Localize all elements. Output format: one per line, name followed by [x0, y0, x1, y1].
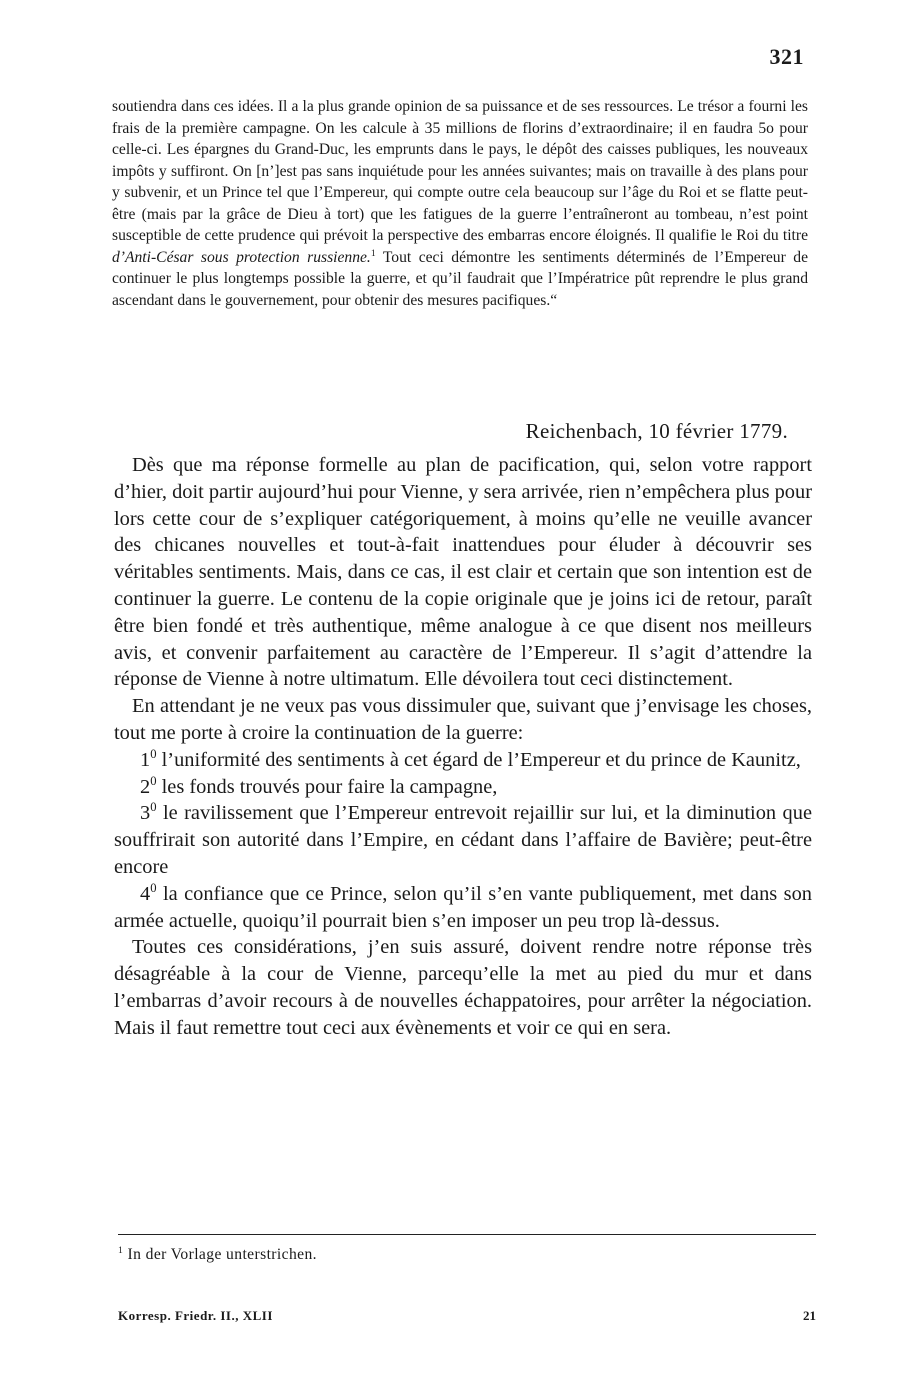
list-item-text: le ravilissement que l’Empereur entrevoit rejaillir sur lui, et la diminution que souffrirait son autorité dans l’Empire, en cédant dans l’affaire de Bavière; peut-être encore [114, 802, 812, 878]
quote-text-before-title: soutiendra dans ces idées. Il a la plus grande opinion de sa puissance et de ses ressources. Le trésor a fourni les frais de la première campagne. On les calcule à 35 millions de florins d’extraordinaire; il en faudra 5o pour celle-ci. Les épargnes du Grand-Duc, les emprunts dans le pays, le dépôt des caisses publiques, les nouveaux impôts y suffiront. On [n’]est pas sans inquiétude pour les années suivantes; mais on travaille à des plans pour y subvenir, et un Prince tel que l’Empereur, qui compte outre cela beaucoup sur l’âge du Roi et se flatte peut-être (mais par la grâce de Dieu à tort) que les fatigues de la guerre l’entraîneront au tombeau, n’est point susceptible de cette prudence qui prévoit la perspective des embarras encore éloignés. Il qualifie le Roi du titre [112, 98, 808, 244]
page-number: 321 [769, 44, 804, 69]
ordinal-mark: 0 [150, 800, 157, 815]
signature-number: 21 [803, 1308, 816, 1323]
ordinal-mark: 0 [150, 880, 157, 895]
list-item-number: 2 [140, 775, 151, 798]
list-item-1 [114, 747, 812, 774]
list-item-text: les fonds trouvés pour faire la campagne, [156, 775, 498, 798]
ordinal-mark: 0 [150, 773, 157, 788]
footnote-text: In der Vorlage unterstrichen. [123, 1246, 317, 1263]
footnote-marker: 1 [118, 1244, 124, 1256]
footnote [118, 1246, 317, 1264]
list-item-number: 3 [140, 802, 151, 825]
letter-paragraph-1: Dès que ma réponse formelle au plan de pacification, qui, selon votre rapport d’hier, doit partir aujourd’hui pour Vienne, y sera arrivée, rien n’empêchera plus pour lors cette cour de s’expliquer catégoriquement, à moins qu’elle ne veuille avancer des chicanes nouvelles et tout-à-fait inattendues pour éluder à découvrir ses véritables sentiments. Mais, dans ce cas, il est clair et certain que son intention est de continuer la guerre. Le contenu de la copie originale que je joins ici de retour, paraît être bien fondé et très authentique, même analogue à ce que disent nos meilleurs avis, et convenir parfaitement au caractère de l’Empereur. Il s’agit d’attendre la réponse de Vienne à notre ultimatum. Elle dévoilera tout ceci distinctement. [114, 454, 812, 691]
letter-paragraph-2: En attendant je ne veux pas vous dissimuler que, suivant que j’envisage les choses, tout me porte à croire la continuation de la guerre: [114, 695, 812, 744]
letter-body [114, 452, 812, 1042]
list-item-number: 4 [140, 882, 151, 905]
list-item-text: la confiance que ce Prince, selon qu’il s’en vante publiquement, met dans son armée actuelle, quoiqu’il pourrait bien s’en imposer un peu trop là-dessus. [114, 882, 812, 932]
signature-line: Korresp. Friedr. II., XLII [118, 1308, 273, 1323]
quoted-report-text [112, 96, 808, 311]
list-item-number: 1 [140, 748, 151, 771]
ordinal-mark: 0 [150, 746, 157, 761]
footnote-divider [118, 1234, 816, 1235]
letter-dateline: Reichenbach, 10 février 1779. [525, 419, 788, 443]
list-item-text: l’uniformité des sentiments à cet égard de l’Empereur et du prince de Kaunitz, [156, 748, 801, 771]
list-item-4 [114, 881, 812, 935]
quote-italic-title: d’Anti-César sous protection russienne. [112, 248, 371, 266]
list-item-2 [114, 774, 812, 801]
footnote-reference: 1 [370, 247, 376, 259]
quoted-report [112, 96, 808, 311]
letter-paragraph-3: Toutes ces considérations, j’en suis assuré, doivent rendre notre réponse très désagréable à la cour de Vienne, parcequ’elle la met au pied du mur et dans l’embarras d’avoir recours à de nouvelles échappatoires, pour arrêter la négociation. Mais il faut remettre tout ceci aux évènements et voir ce qui en sera. [114, 936, 812, 1039]
quote-text-after-title: Tout ceci démontre les sentiments déterminés de l’Empereur de continuer le plus longtemps possible la guerre, et qu’il faudrait que l’Impératrice pût reprendre le plus grand ascendant dans le gouvernement, pour obtenir des mesures pacifiques.“ [112, 248, 808, 309]
list-item-3 [114, 800, 812, 880]
